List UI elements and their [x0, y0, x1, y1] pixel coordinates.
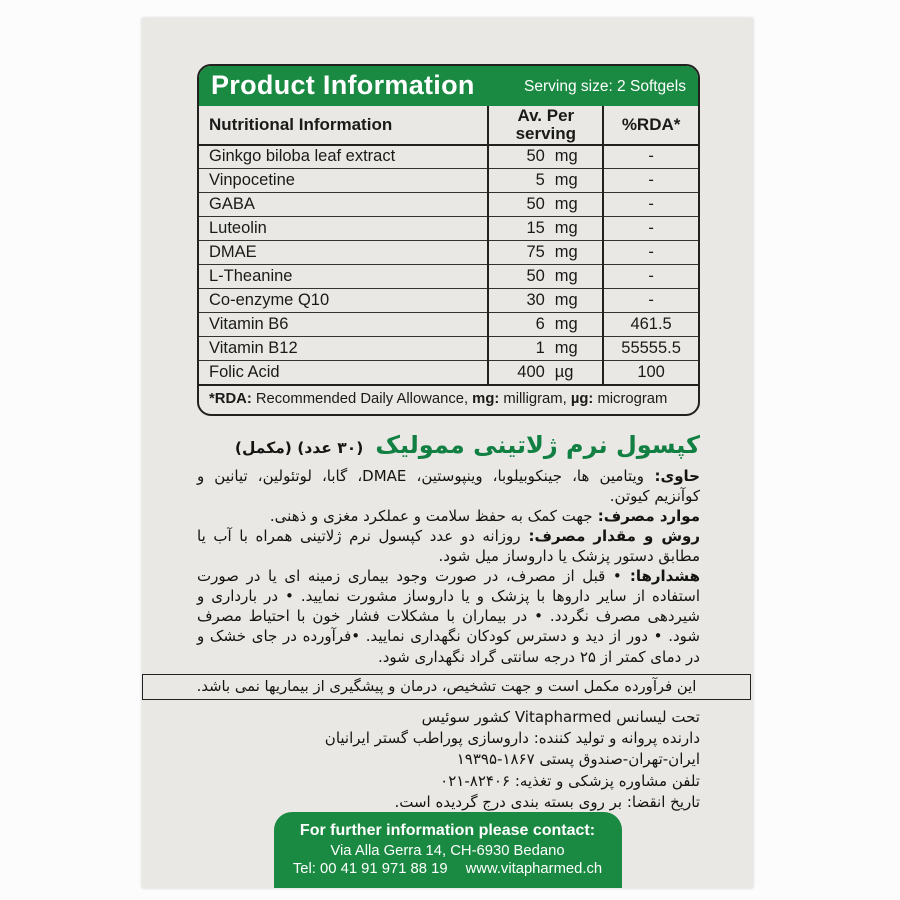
nutrient-amount: 5 mg	[488, 169, 603, 193]
nutrient-rda: -	[603, 217, 698, 241]
nutrient-name: Vinpocetine	[199, 169, 488, 193]
nutrient-rda: 55555.5	[603, 337, 698, 361]
nutrient-name: Co-enzyme Q10	[199, 289, 488, 313]
nutrient-row	[199, 289, 698, 313]
nutrient-amount: 50 mg	[488, 265, 603, 289]
persian-paragraph: هشدارها: • قبل از مصرف، در صورت وجود بیماری زمینه ای یا در صورت استفاده از سایر داروها با پزشک و یا داروساز مشورت نمایید. • در بارداری و شیردهی مصرف نگردد. • در بیماران با مشکلات فشار خون با احتیاط مصرف شود. • دور از دید و دسترس کودکان نگهداری نمایید. •فرآورده در جای خشک و در دمای کمتر از ۲۵ درجه سانتی گراد نگهداری شود.	[197, 567, 700, 666]
nutrient-row	[199, 217, 698, 241]
nutrient-name: DMAE	[199, 241, 488, 265]
serving-size-label: Serving size: 2 Softgels	[524, 78, 686, 95]
contact-tel-web	[280, 861, 616, 877]
nutrient-amount: 75 mg	[488, 241, 603, 265]
nutrient-row	[199, 145, 698, 169]
nutrient-rda: -	[603, 169, 698, 193]
panel-title: Product Information	[211, 70, 475, 100]
license-info-lines	[197, 707, 700, 813]
info-line: دارنده پروانه و تولید کننده: داروسازی پوراطب گستر ایرانیان	[324, 728, 700, 747]
nutrient-rda: -	[603, 241, 698, 265]
nutrient-name: Luteolin	[199, 217, 488, 241]
info-line: ایران-تهران-صندوق پستی ۱۸۶۷-۱۹۳۹۵	[456, 750, 700, 769]
nutrient-name: Vitamin B6	[199, 313, 488, 337]
nutrient-name: Ginkgo biloba leaf extract	[199, 145, 488, 169]
product-info-panel	[197, 64, 700, 416]
contact-phone: Tel: 00 41 91 971 88 19	[292, 861, 448, 877]
info-line: تحت لیسانس Vitapharmed کشور سوئیس	[421, 707, 700, 726]
nutrient-rda: -	[603, 265, 698, 289]
nutrient-row	[199, 337, 698, 361]
info-line: تاریخ انقضا: بر روی بسته بندی درج گردیده است.	[394, 792, 700, 811]
nutrient-name: Vitamin B12	[199, 337, 488, 361]
nutrient-name: GABA	[199, 193, 488, 217]
column-header-rda: %RDA*	[603, 106, 698, 145]
product-count-persian: (۳۰ عدد) (مکمل)	[234, 438, 364, 457]
package-back-panel	[142, 18, 753, 888]
nutrient-amount: 50 mg	[488, 145, 603, 169]
info-line: تلفن مشاوره پزشکی و تغذیه: ۸۲۴۰۶-۰۲۱	[440, 771, 700, 790]
persian-paragraph: حاوی: ویتامین ها، جینکوبیلوبا، وینپوستین، DMAE، گابا، لوتئولین، تیانین و کوآنزیم کیوتن.	[197, 466, 700, 505]
rda-footnote-row	[199, 385, 698, 414]
nutrient-row	[199, 169, 698, 193]
persian-paragraph: روش و مقدار مصرف: روزانه دو عدد کپسول نرم ژلاتینی همراه با آب یا مطابق دستور پزشک یا داروساز میل شود.	[197, 526, 700, 566]
contact-footer	[274, 812, 622, 888]
nutrient-row	[199, 241, 698, 265]
contact-address: Via Alla Gerra 14, CH-6930 Bedano	[330, 843, 565, 859]
rda-footnote: *RDA: Recommended Daily Allowance, mg: milligram, µg: microgram	[199, 385, 698, 414]
panel-header	[199, 66, 698, 106]
nutrient-rda: -	[603, 289, 698, 313]
nutrient-row	[199, 361, 698, 385]
column-header-per-serving: Av. Per serving	[488, 106, 603, 145]
nutrient-row	[199, 313, 698, 337]
table-header-row	[199, 106, 698, 145]
nutrient-row	[199, 265, 698, 289]
nutrient-amount: 15 mg	[488, 217, 603, 241]
supplement-disclaimer-box: این فرآورده مکمل است و جهت تشخیص، درمان و پیشگیری از بیماریها نمی باشد.	[142, 674, 751, 700]
column-header-nutrition: Nutritional Information	[199, 106, 488, 145]
contact-heading: For further information please contact:	[299, 822, 596, 839]
contact-website: www.vitapharmed.ch	[465, 861, 603, 877]
nutrient-amount: 1 mg	[488, 337, 603, 361]
nutrient-amount: 400 µg	[488, 361, 603, 385]
nutrient-name: L-Theanine	[199, 265, 488, 289]
nutrition-table	[199, 106, 698, 414]
nutrient-rows	[199, 145, 698, 385]
nutrient-amount: 50 mg	[488, 193, 603, 217]
nutrient-row	[199, 193, 698, 217]
nutrient-name: Folic Acid	[199, 361, 488, 385]
nutrient-rda: 100	[603, 361, 698, 385]
nutrient-rda: -	[603, 145, 698, 169]
nutrient-amount: 30 mg	[488, 289, 603, 313]
nutrient-rda: 461.5	[603, 313, 698, 337]
persian-product-title	[197, 431, 700, 459]
nutrient-amount: 6 mg	[488, 313, 603, 337]
nutrient-rda: -	[603, 193, 698, 217]
persian-paragraph: موارد مصرف: جهت کمک به حفظ سلامت و عملکرد مغزی و ذهنی.	[269, 506, 700, 525]
product-name-persian: کپسول نرم ژلاتینی ممولیک	[375, 430, 700, 459]
persian-description	[197, 466, 700, 667]
